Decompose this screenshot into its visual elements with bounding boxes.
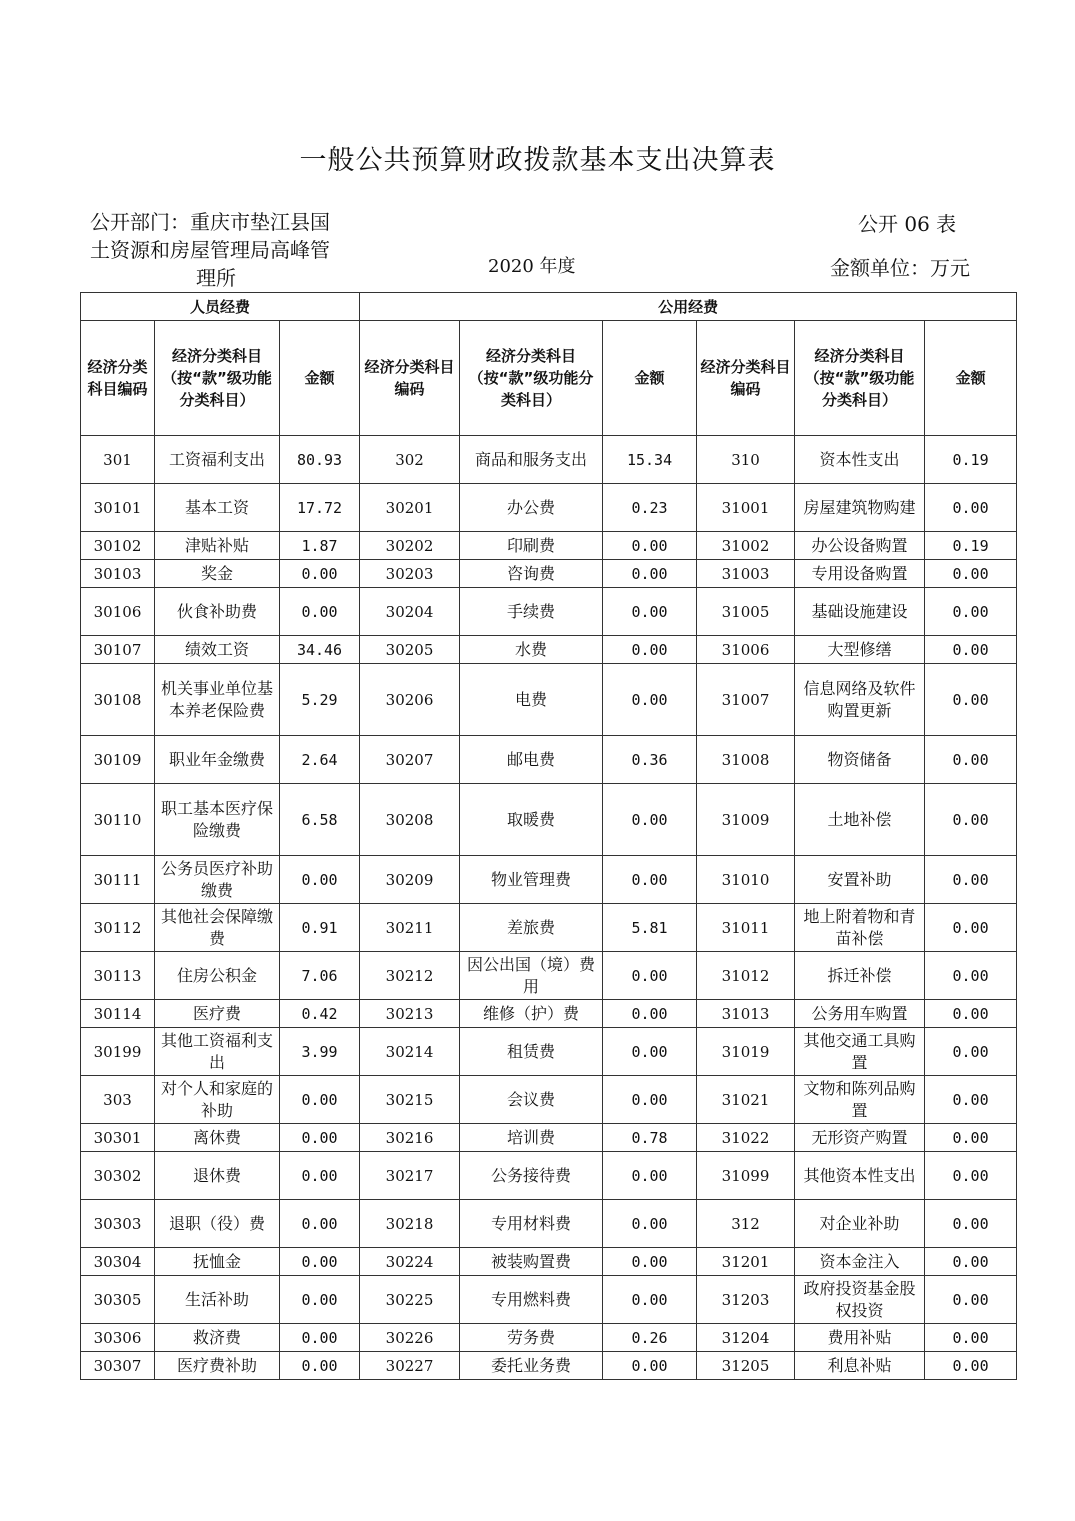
cell-amount-2: 0.00 [603, 1152, 697, 1200]
table-row [81, 856, 1017, 904]
cell-amount-3: 0.19 [925, 436, 1017, 484]
cell-amount-1: 80.93 [280, 436, 360, 484]
cell-item-3: 安置补助 [795, 856, 925, 904]
cell-code-3: 31203 [697, 1276, 795, 1324]
cell-amount-1: 2.64 [280, 736, 360, 784]
cell-item-3: 拆迁补偿 [795, 952, 925, 1000]
cell-item-1: 职工基本医疗保险缴费 [155, 784, 280, 856]
cell-code-1: 30103 [81, 560, 155, 588]
cell-item-3: 办公设备购置 [795, 532, 925, 560]
cell-amount-1: 1.87 [280, 532, 360, 560]
cell-amount-1: 0.00 [280, 560, 360, 588]
cell-code-2: 30226 [360, 1324, 460, 1352]
table-row [81, 736, 1017, 784]
cell-amount-1: 3.99 [280, 1028, 360, 1076]
cell-amount-1: 0.42 [280, 1000, 360, 1028]
cell-item-1: 职业年金缴费 [155, 736, 280, 784]
cell-amount-2: 0.00 [603, 532, 697, 560]
cell-item-1: 绩效工资 [155, 636, 280, 664]
cell-code-1: 30199 [81, 1028, 155, 1076]
department-line-3: 理所 [196, 266, 236, 290]
cell-item-1: 生活补助 [155, 1276, 280, 1324]
cell-item-1: 救济费 [155, 1324, 280, 1352]
cell-item-2: 印刷费 [460, 532, 603, 560]
cell-code-2: 30225 [360, 1276, 460, 1324]
cell-amount-2: 0.00 [603, 1028, 697, 1076]
cell-amount-3: 0.19 [925, 532, 1017, 560]
cell-item-1: 医疗费 [155, 1000, 280, 1028]
table-row [81, 1124, 1017, 1152]
cell-item-1: 津贴补贴 [155, 532, 280, 560]
cell-amount-3: 0.00 [925, 856, 1017, 904]
cell-item-3: 政府投资基金股权投资 [795, 1276, 925, 1324]
cell-item-3: 土地补偿 [795, 784, 925, 856]
cell-item-1: 基本工资 [155, 484, 280, 532]
header-item-3: 经济分类科目（按“款”级功能分类科目） [795, 321, 925, 436]
cell-amount-3: 0.00 [925, 1028, 1017, 1076]
cell-item-1: 医疗费补助 [155, 1352, 280, 1380]
table-row [81, 1200, 1017, 1248]
cell-item-2: 商品和服务支出 [460, 436, 603, 484]
cell-code-3: 310 [697, 436, 795, 484]
header-amount-1: 金额 [280, 321, 360, 436]
cell-code-3: 31010 [697, 856, 795, 904]
cell-code-1: 30301 [81, 1124, 155, 1152]
cell-code-1: 30110 [81, 784, 155, 856]
document-title: 一般公共预算财政拨款基本支出决算表 [299, 145, 776, 176]
cell-amount-3: 0.00 [925, 1152, 1017, 1200]
table-row [81, 1028, 1017, 1076]
cell-item-1: 工资福利支出 [155, 436, 280, 484]
cell-item-2: 物业管理费 [460, 856, 603, 904]
cell-item-1: 机关事业单位基本养老保险费 [155, 664, 280, 736]
cell-item-3: 资本金注入 [795, 1248, 925, 1276]
cell-item-2: 会议费 [460, 1076, 603, 1124]
table-row [81, 1152, 1017, 1200]
cell-item-1: 伙食补助费 [155, 588, 280, 636]
cell-code-1: 30114 [81, 1000, 155, 1028]
cell-item-2: 咨询费 [460, 560, 603, 588]
cell-amount-1: 0.00 [280, 1248, 360, 1276]
cell-code-3: 31013 [697, 1000, 795, 1028]
cell-amount-3: 0.00 [925, 1000, 1017, 1028]
cell-code-1: 30109 [81, 736, 155, 784]
cell-amount-1: 7.06 [280, 952, 360, 1000]
cell-amount-2: 0.00 [603, 1352, 697, 1380]
cell-amount-2: 0.00 [603, 588, 697, 636]
cell-amount-3: 0.00 [925, 664, 1017, 736]
cell-amount-3: 0.00 [925, 1352, 1017, 1380]
cell-item-2: 委托业务费 [460, 1352, 603, 1380]
expenditure-table [80, 292, 1017, 1380]
cell-code-3: 31003 [697, 560, 795, 588]
department-line-2: 土资源和房屋管理局高峰管 [90, 238, 330, 262]
cell-item-3: 利息补贴 [795, 1352, 925, 1380]
table-row [81, 636, 1017, 664]
cell-item-3: 物资储备 [795, 736, 925, 784]
fiscal-year: 2020 年度 [488, 256, 576, 277]
cell-code-3: 31204 [697, 1324, 795, 1352]
cell-amount-2: 15.34 [603, 436, 697, 484]
cell-code-2: 30207 [360, 736, 460, 784]
cell-amount-1: 34.46 [280, 636, 360, 664]
header-item-2: 经济分类科目（按“款”级功能分类科目） [460, 321, 603, 436]
cell-amount-1: 0.00 [280, 1124, 360, 1152]
cell-code-3: 31006 [697, 636, 795, 664]
cell-amount-2: 0.00 [603, 784, 697, 856]
cell-code-1: 30107 [81, 636, 155, 664]
cell-item-2: 水费 [460, 636, 603, 664]
cell-amount-3: 0.00 [925, 1200, 1017, 1248]
header-item-1: 经济分类科目（按“款”级功能分类科目） [155, 321, 280, 436]
cell-item-1: 退休费 [155, 1152, 280, 1200]
cell-amount-1: 0.00 [280, 1276, 360, 1324]
cell-item-2: 因公出国（境）费用 [460, 952, 603, 1000]
table-row [81, 904, 1017, 952]
header-amount-2: 金额 [603, 321, 697, 436]
cell-amount-2: 0.78 [603, 1124, 697, 1152]
cell-amount-2: 0.00 [603, 1076, 697, 1124]
cell-amount-2: 0.00 [603, 1000, 697, 1028]
cell-code-1: 30307 [81, 1352, 155, 1380]
cell-amount-3: 0.00 [925, 784, 1017, 856]
cell-item-1: 其他工资福利支出 [155, 1028, 280, 1076]
cell-item-1: 住房公积金 [155, 952, 280, 1000]
cell-item-2: 被装购置费 [460, 1248, 603, 1276]
cell-amount-1: 0.00 [280, 1076, 360, 1124]
table-body [81, 436, 1017, 1380]
cell-code-2: 30204 [360, 588, 460, 636]
table-row [81, 588, 1017, 636]
cell-code-3: 31201 [697, 1248, 795, 1276]
cell-code-2: 30201 [360, 484, 460, 532]
cell-code-2: 30206 [360, 664, 460, 736]
cell-code-3: 31008 [697, 736, 795, 784]
amount-unit: 金额单位：万元 [830, 256, 970, 280]
cell-amount-3: 0.00 [925, 636, 1017, 664]
cell-item-2: 维修（护）费 [460, 1000, 603, 1028]
cell-code-1: 30302 [81, 1152, 155, 1200]
cell-amount-2: 0.00 [603, 636, 697, 664]
cell-code-2: 30213 [360, 1000, 460, 1028]
cell-amount-2: 0.23 [603, 484, 697, 532]
table-row [81, 436, 1017, 484]
cell-code-3: 31009 [697, 784, 795, 856]
cell-code-2: 30224 [360, 1248, 460, 1276]
cell-code-3: 31019 [697, 1028, 795, 1076]
cell-item-3: 房屋建筑物购建 [795, 484, 925, 532]
cell-amount-3: 0.00 [925, 1124, 1017, 1152]
cell-item-3: 对企业补助 [795, 1200, 925, 1248]
cell-amount-1: 0.00 [280, 1152, 360, 1200]
cell-item-3: 资本性支出 [795, 436, 925, 484]
department-label [90, 208, 358, 292]
cell-code-2: 30205 [360, 636, 460, 664]
cell-amount-2: 0.00 [603, 1248, 697, 1276]
cell-amount-2: 0.00 [603, 1200, 697, 1248]
cell-code-2: 30208 [360, 784, 460, 856]
cell-code-1: 30108 [81, 664, 155, 736]
cell-amount-3: 0.00 [925, 1324, 1017, 1352]
cell-item-3: 文物和陈列品购置 [795, 1076, 925, 1124]
cell-code-1: 30106 [81, 588, 155, 636]
cell-amount-3: 0.00 [925, 736, 1017, 784]
cell-item-1: 抚恤金 [155, 1248, 280, 1276]
cell-item-3: 大型修缮 [795, 636, 925, 664]
cell-item-2: 劳务费 [460, 1324, 603, 1352]
cell-code-3: 31205 [697, 1352, 795, 1380]
cell-item-3: 公务用车购置 [795, 1000, 925, 1028]
cell-code-3: 31007 [697, 664, 795, 736]
cell-amount-3: 0.00 [925, 560, 1017, 588]
cell-amount-1: 5.29 [280, 664, 360, 736]
cell-item-3: 基础设施建设 [795, 588, 925, 636]
cell-amount-3: 0.00 [925, 1076, 1017, 1124]
cell-code-3: 31002 [697, 532, 795, 560]
table-row [81, 1076, 1017, 1124]
cell-code-3: 312 [697, 1200, 795, 1248]
cell-code-3: 31022 [697, 1124, 795, 1152]
table-row [81, 1352, 1017, 1380]
cell-item-3: 地上附着物和青苗补偿 [795, 904, 925, 952]
cell-amount-2: 0.00 [603, 952, 697, 1000]
cell-amount-3: 0.00 [925, 952, 1017, 1000]
cell-amount-1: 0.00 [280, 1324, 360, 1352]
cell-amount-2: 0.00 [603, 664, 697, 736]
cell-item-2: 手续费 [460, 588, 603, 636]
cell-item-2: 办公费 [460, 484, 603, 532]
cell-amount-2: 0.00 [603, 856, 697, 904]
cell-code-1: 30305 [81, 1276, 155, 1324]
cell-code-1: 303 [81, 1076, 155, 1124]
table-row [81, 484, 1017, 532]
cell-code-1: 30102 [81, 532, 155, 560]
cell-amount-2: 0.00 [603, 560, 697, 588]
cell-item-2: 邮电费 [460, 736, 603, 784]
cell-item-1: 退职（役）费 [155, 1200, 280, 1248]
table-row [81, 560, 1017, 588]
section-personnel: 人员经费 [81, 293, 360, 321]
cell-amount-3: 0.00 [925, 904, 1017, 952]
cell-code-3: 31001 [697, 484, 795, 532]
cell-code-1: 30113 [81, 952, 155, 1000]
table-row [81, 1248, 1017, 1276]
cell-item-2: 差旅费 [460, 904, 603, 952]
cell-code-3: 31099 [697, 1152, 795, 1200]
cell-item-3: 费用补贴 [795, 1324, 925, 1352]
cell-code-1: 30306 [81, 1324, 155, 1352]
cell-code-1: 301 [81, 436, 155, 484]
cell-amount-1: 0.00 [280, 1200, 360, 1248]
form-number: 公开 06 表 [858, 212, 957, 236]
cell-amount-1: 0.00 [280, 588, 360, 636]
cell-item-1: 离休费 [155, 1124, 280, 1152]
table-row [81, 532, 1017, 560]
table-row [81, 1276, 1017, 1324]
cell-amount-2: 0.26 [603, 1324, 697, 1352]
header-code-1: 经济分类科目编码 [81, 321, 155, 436]
cell-code-1: 30101 [81, 484, 155, 532]
table-row [81, 784, 1017, 856]
cell-code-2: 302 [360, 436, 460, 484]
header-amount-3: 金额 [925, 321, 1017, 436]
cell-code-2: 30211 [360, 904, 460, 952]
cell-item-3: 其他资本性支出 [795, 1152, 925, 1200]
cell-code-2: 30203 [360, 560, 460, 588]
table-row [81, 664, 1017, 736]
cell-code-1: 30111 [81, 856, 155, 904]
cell-code-1: 30304 [81, 1248, 155, 1276]
cell-code-3: 31021 [697, 1076, 795, 1124]
cell-code-3: 31012 [697, 952, 795, 1000]
cell-code-1: 30303 [81, 1200, 155, 1248]
cell-item-1: 对个人和家庭的补助 [155, 1076, 280, 1124]
cell-item-2: 专用材料费 [460, 1200, 603, 1248]
department-line-1: 公开部门：重庆市垫江县国 [90, 210, 330, 234]
cell-code-3: 31005 [697, 588, 795, 636]
cell-item-3: 专用设备购置 [795, 560, 925, 588]
cell-code-2: 30217 [360, 1152, 460, 1200]
cell-item-2: 电费 [460, 664, 603, 736]
cell-code-2: 30227 [360, 1352, 460, 1380]
cell-item-1: 其他社会保障缴费 [155, 904, 280, 952]
table-row [81, 1000, 1017, 1028]
cell-code-2: 30216 [360, 1124, 460, 1152]
cell-amount-2: 0.00 [603, 1276, 697, 1324]
cell-item-3: 无形资产购置 [795, 1124, 925, 1152]
cell-amount-1: 0.00 [280, 856, 360, 904]
table-row [81, 952, 1017, 1000]
cell-item-2: 培训费 [460, 1124, 603, 1152]
header-code-3: 经济分类科目编码 [697, 321, 795, 436]
cell-item-2: 取暖费 [460, 784, 603, 856]
cell-code-2: 30214 [360, 1028, 460, 1076]
cell-amount-3: 0.00 [925, 1276, 1017, 1324]
cell-code-1: 30112 [81, 904, 155, 952]
cell-amount-3: 0.00 [925, 1248, 1017, 1276]
cell-amount-3: 0.00 [925, 484, 1017, 532]
cell-code-2: 30212 [360, 952, 460, 1000]
cell-code-2: 30215 [360, 1076, 460, 1124]
cell-item-3: 其他交通工具购置 [795, 1028, 925, 1076]
section-public: 公用经费 [360, 293, 1017, 321]
cell-amount-2: 0.36 [603, 736, 697, 784]
cell-code-3: 31011 [697, 904, 795, 952]
cell-amount-2: 5.81 [603, 904, 697, 952]
cell-item-1: 奖金 [155, 560, 280, 588]
cell-code-2: 30202 [360, 532, 460, 560]
cell-item-2: 公务接待费 [460, 1152, 603, 1200]
cell-item-1: 公务员医疗补助缴费 [155, 856, 280, 904]
cell-item-2: 专用燃料费 [460, 1276, 603, 1324]
table-row [81, 1324, 1017, 1352]
cell-amount-1: 17.72 [280, 484, 360, 532]
cell-code-2: 30209 [360, 856, 460, 904]
cell-item-3: 信息网络及软件购置更新 [795, 664, 925, 736]
cell-code-2: 30218 [360, 1200, 460, 1248]
cell-amount-1: 0.91 [280, 904, 360, 952]
cell-amount-1: 0.00 [280, 1352, 360, 1380]
cell-item-2: 租赁费 [460, 1028, 603, 1076]
cell-amount-3: 0.00 [925, 588, 1017, 636]
header-code-2: 经济分类科目编码 [360, 321, 460, 436]
cell-amount-1: 6.58 [280, 784, 360, 856]
